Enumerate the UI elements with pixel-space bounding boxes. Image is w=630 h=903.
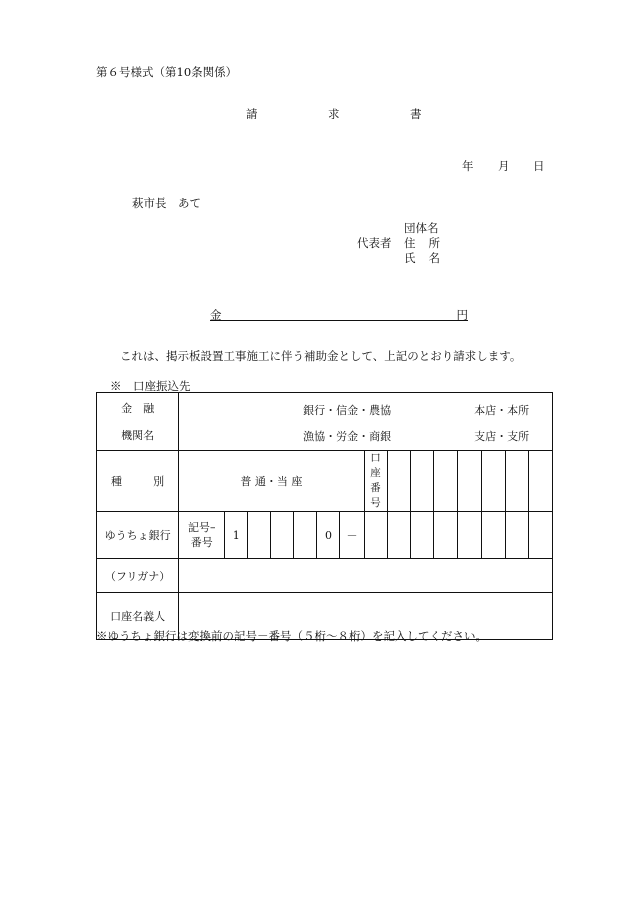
account-number-label-line: 口 座: [370, 452, 392, 479]
financial-institution-label: [97, 393, 179, 451]
year-label: 年: [462, 159, 474, 173]
account-holder-label: 口座名義人: [97, 593, 179, 640]
yucho-number-digit[interactable]: [433, 512, 457, 559]
yucho-bank-label: ゆうちょ銀行: [97, 512, 179, 559]
yucho-number-digit[interactable]: [387, 512, 410, 559]
account-section-header: ※ 口座振込先: [110, 379, 191, 393]
symbol-number-label: [179, 512, 225, 559]
type-label-char: 種: [111, 475, 122, 488]
representative-label: 代表者: [357, 236, 392, 250]
account-number-label-line: 番 号: [370, 482, 392, 509]
amount-field[interactable]: [210, 307, 468, 321]
bank-types-row2: 漁協・労金・商銀: [303, 430, 392, 443]
form-number: 第６号様式（第10条関係）: [96, 65, 238, 79]
account-number-digit[interactable]: [505, 451, 528, 512]
symbol-label-line: 記号–: [187, 521, 216, 534]
branch-row2: 支店・支所: [474, 430, 530, 443]
org-name-label: 団体名: [404, 221, 439, 235]
type-label-char: 別: [153, 475, 165, 488]
amount-prefix: 金: [210, 308, 222, 322]
month-label: 月: [498, 159, 510, 173]
financial-institution-field[interactable]: [179, 393, 553, 451]
account-number-label: [364, 451, 392, 512]
symbol-label-line: 番号: [190, 536, 213, 549]
request-statement: これは、掲示板設置工事施工に伴う補助金として、上記のとおり請求します。: [120, 349, 522, 363]
name-label-char: 氏: [404, 251, 416, 265]
account-number-digit[interactable]: [457, 451, 481, 512]
furigana-field[interactable]: [179, 559, 553, 593]
title-char: 請: [246, 107, 258, 121]
account-number-digit[interactable]: [410, 451, 433, 512]
fin-label-line: 機関名: [121, 428, 155, 442]
yucho-number-digit[interactable]: [457, 512, 481, 559]
account-number-digit[interactable]: [528, 451, 552, 512]
symbol-dash: －: [340, 512, 364, 559]
yucho-number-digit[interactable]: [481, 512, 505, 559]
account-type-options[interactable]: 普 通・当 座: [179, 451, 364, 512]
yucho-number-digit[interactable]: [364, 512, 387, 559]
title-char: 書: [410, 107, 422, 121]
yucho-number-digit[interactable]: [410, 512, 433, 559]
symbol-digit[interactable]: [294, 512, 317, 559]
account-table: [96, 392, 553, 640]
amount-unit: 円: [456, 308, 468, 322]
symbol-digit[interactable]: [248, 512, 271, 559]
footnote: ※ゆうちょ銀行は変換前の記号－番号（５桁～８桁）を記入してください。: [96, 629, 487, 643]
furigana-label: （フリガナ）: [97, 559, 179, 593]
account-type-label: [97, 451, 179, 512]
name-label-char: 名: [428, 251, 440, 265]
address-label: [404, 235, 440, 251]
address-label-char: 住: [404, 236, 416, 250]
name-label: [404, 250, 440, 266]
fin-label-line: 金 融: [121, 401, 155, 415]
day-label: 日: [533, 159, 545, 173]
addressee: 萩市長 あて: [132, 196, 201, 210]
yucho-number-digit[interactable]: [528, 512, 552, 559]
symbol-digit-fixed: 1: [225, 512, 248, 559]
branch-row1: 本店・本所: [474, 404, 530, 417]
symbol-digit[interactable]: [271, 512, 294, 559]
account-number-digit[interactable]: [433, 451, 457, 512]
bank-types-row1: 銀行・信金・農協: [303, 404, 392, 417]
symbol-digit-fixed: 0: [317, 512, 340, 559]
address-label-char: 所: [428, 236, 440, 250]
account-number-digit[interactable]: [481, 451, 505, 512]
title-char: 求: [328, 107, 340, 121]
yucho-number-digit[interactable]: [505, 512, 528, 559]
